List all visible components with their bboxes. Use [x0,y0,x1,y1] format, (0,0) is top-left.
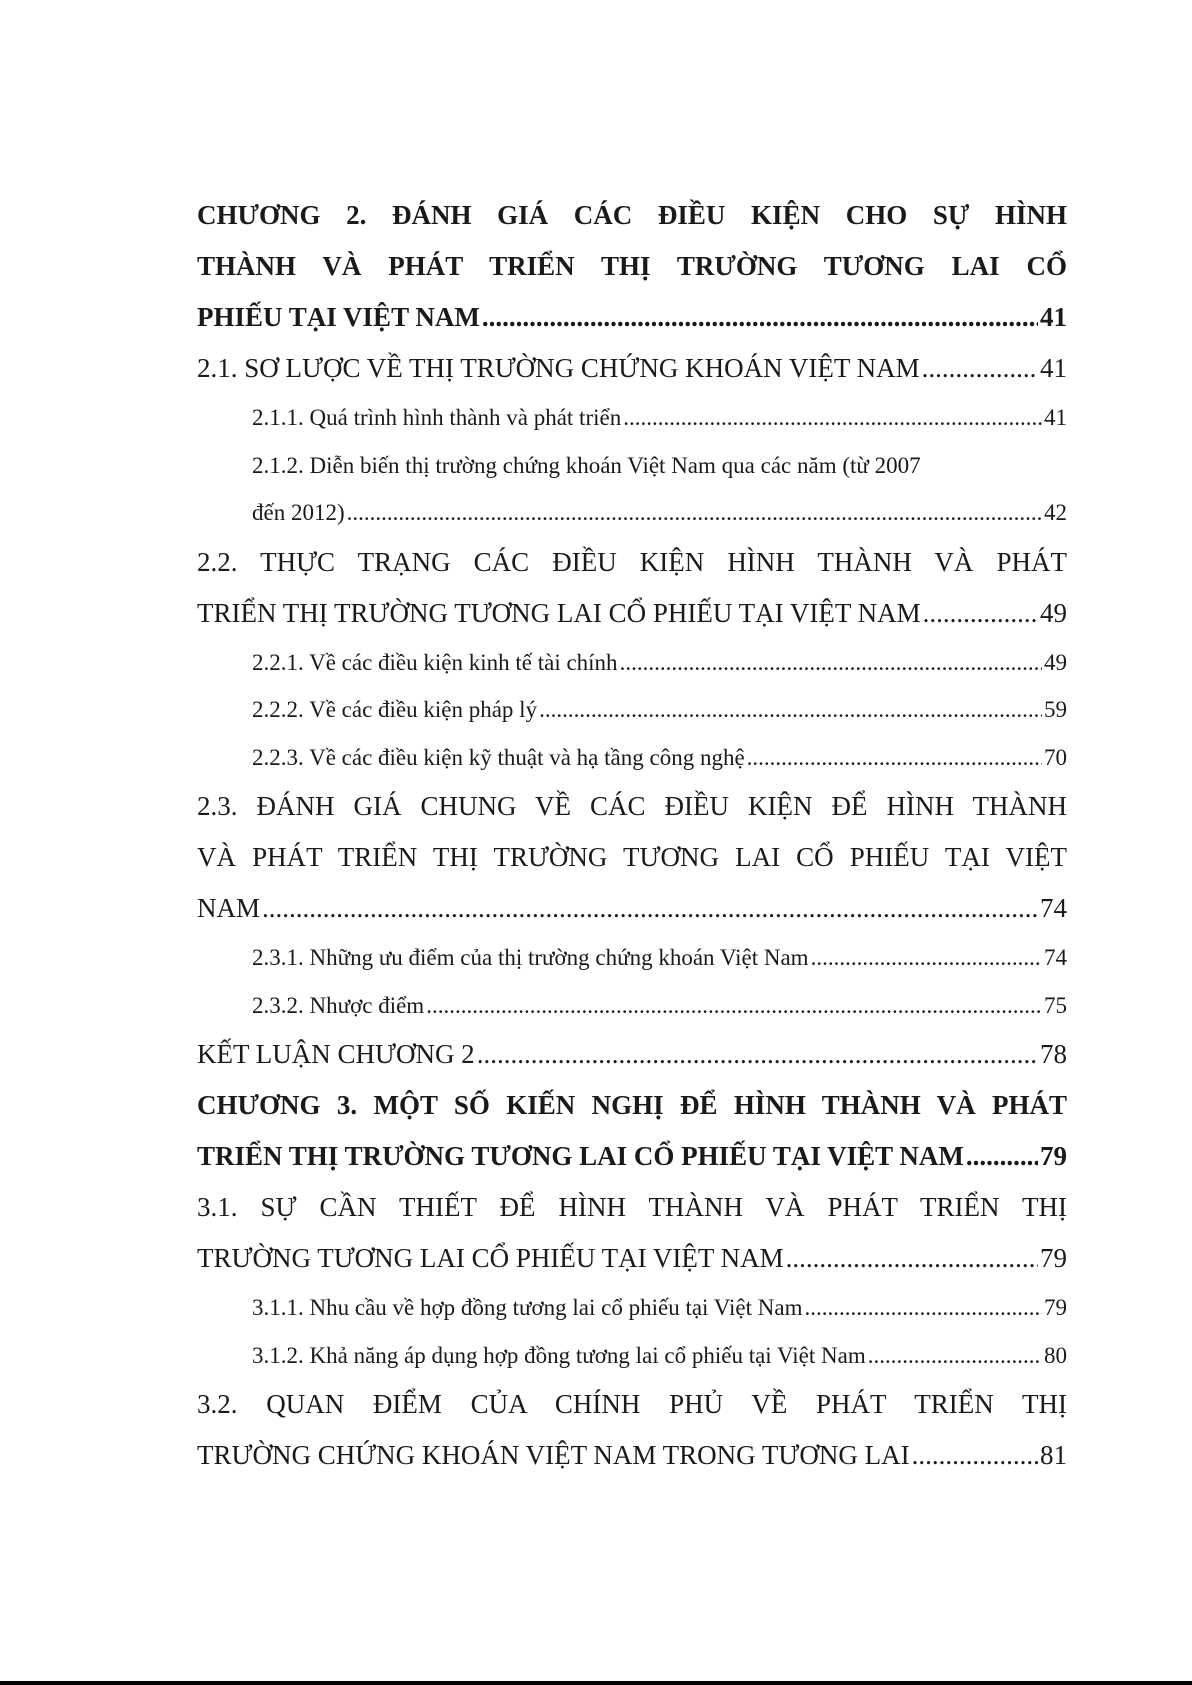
toc-entry-title: 2.3.1. Những ưu điểm của thị trường chứng khoán Việt Nam [252,945,809,970]
toc-page-number: 42 [1044,500,1067,525]
toc-entry-title: TRƯỜNG CHỨNG KHOÁN VIỆT NAM TRONG TƯƠNG LAI [197,1440,910,1470]
toc-entry-title: KẾT LUẬN CHƯƠNG 2 [197,1039,475,1069]
toc-entry-line: 2.1.2. Diễn biến thị trường chứng khoán Việt Nam qua các năm (từ 2007 [252,452,921,478]
toc-entry-line: VÀ PHÁT TRIỂN THỊ TRƯỜNG TƯƠNG LAI CỔ PHIẾU TẠI VIỆT [197,842,1067,872]
toc-entry-line: 3.2. QUAN ĐIỂM CỦA CHÍNH PHỦ VỀ PHÁT TRIỂN THỊ [197,1389,1067,1419]
toc-page-number: 79 [1044,1295,1067,1320]
toc-page-number: 79 [1040,1243,1067,1273]
toc-page-number: 74 [1040,893,1067,923]
dot-leader [747,734,1042,782]
toc-entry-3-2[interactable] [197,1379,1067,1481]
toc-page-number: 79 [1040,1141,1067,1171]
dot-leader [426,982,1042,1030]
toc-entry-line: CHƯƠNG 3. MỘT SỐ KIẾN NGHỊ ĐỂ HÌNH THÀNH VÀ PHÁT [197,1090,1067,1120]
toc-entry-title: TRƯỜNG TƯƠNG LAI CỔ PHIẾU TẠI VIỆT NAM [197,1243,784,1273]
toc-entry-title: TRIỂN THỊ TRƯỜNG TƯƠNG LAI CỔ PHIẾU TẠI VIỆT NAM [197,597,921,628]
toc-page-number: 41 [1044,405,1067,430]
dot-leader [347,489,1042,537]
toc-page-number: 74 [1044,945,1067,970]
dot-leader [912,1430,1038,1481]
toc-entry-2-2-2[interactable] [197,686,1067,734]
toc-entry-line: 3.1. SỰ CẦN THIẾT ĐỂ HÌNH THÀNH VÀ PHÁT TRIỂN THỊ [197,1192,1067,1222]
dot-leader [539,686,1042,734]
toc-entry-title: 3.1.2. Khả năng áp dụng hợp đồng tương lai cổ phiếu tại Việt Nam [252,1342,866,1368]
toc-entry-title: TRIỂN THỊ TRƯỜNG TƯƠNG LAI CỔ PHIẾU TẠI VIỆT NAM [197,1141,964,1171]
toc-entry-line: CHƯƠNG 2. ĐÁNH GIÁ CÁC ĐIỀU KIỆN CHO SỰ HÌNH [197,200,1067,230]
dot-leader [922,343,1038,394]
toc-entry-title: 2.2.3. Về các điều kiện kỹ thuật và hạ tầng công nghệ [252,744,745,770]
toc-entry-title: 2.3.2. Nhược điểm [252,992,425,1018]
dot-leader [786,1233,1038,1284]
dot-leader [477,1029,1038,1080]
toc-entry-3-1-1[interactable] [197,1284,1067,1332]
toc-entry-conclusion-2[interactable] [197,1029,1067,1080]
dot-leader [966,1131,1038,1182]
toc-entry-2-1-1[interactable] [197,394,1067,442]
toc-page-number: 49 [1044,649,1067,675]
toc-entry-line: 2.3. ĐÁNH GIÁ CHUNG VỀ CÁC ĐIỀU KIỆN ĐỂ HÌNH THÀNH [197,791,1067,821]
toc-page-number: 81 [1040,1440,1067,1470]
dot-leader [262,883,1038,934]
toc-entry-2-1-2[interactable] [197,442,1067,537]
toc-page-number: 49 [1040,597,1067,628]
toc-entry-chapter-3[interactable] [197,1080,1067,1182]
toc-entry-title: đến 2012) [252,500,345,525]
toc-page-number: 70 [1044,744,1067,770]
toc-entry-line: THÀNH VÀ PHÁT TRIỂN THỊ TRƯỜNG TƯƠNG LAI CỔ [197,251,1067,281]
toc-entry-2-2-3[interactable] [197,734,1067,782]
toc-entry-3-1-2[interactable] [197,1332,1067,1380]
toc-page-number: 41 [1040,302,1067,332]
toc-entry-chapter-2[interactable] [197,190,1067,343]
toc-entry-2-2-1[interactable] [197,639,1067,687]
dot-leader [620,639,1042,687]
toc-entry-title: 2.2.1. Về các điều kiện kinh tế tài chính [252,649,618,675]
toc-entry-2-1[interactable] [197,343,1067,394]
toc-entry-title: 2.1.1. Quá trình hình thành và phát triển [252,405,622,430]
toc-page-number: 59 [1044,697,1067,722]
toc-page-number: 80 [1044,1342,1067,1368]
toc-entry-title: PHIẾU TẠI VIỆT NAM [197,302,480,332]
toc-entry-title: 3.1.1. Nhu cầu về hợp đồng tương lai cổ phiếu tại Việt Nam [252,1295,803,1320]
toc-entry-2-3-2[interactable] [197,982,1067,1030]
toc-entry-2-3-1[interactable] [197,934,1067,982]
dot-leader [482,292,1038,343]
dot-leader [623,394,1042,442]
table-of-contents [197,190,1067,1481]
toc-entry-title: 2.1. SƠ LƯỢC VỀ THỊ TRƯỜNG CHỨNG KHOÁN VIỆT NAM [197,353,920,383]
toc-entry-3-1[interactable] [197,1182,1067,1284]
toc-entry-2-3[interactable] [197,781,1067,934]
toc-entry-title: NAM [197,893,261,923]
toc-entry-title: 2.2.2. Về các điều kiện pháp lý [252,697,538,722]
dot-leader [923,588,1038,639]
dot-leader [868,1332,1042,1380]
toc-page-number: 41 [1040,353,1067,383]
page-bottom-border [0,1681,1192,1685]
dot-leader [804,1284,1042,1332]
toc-entry-line: 2.2. THỰC TRẠNG CÁC ĐIỀU KIỆN HÌNH THÀNH VÀ PHÁT [197,546,1067,577]
toc-page-number: 75 [1044,992,1067,1018]
toc-entry-2-2[interactable] [197,537,1067,639]
dot-leader [811,934,1042,982]
toc-page-number: 78 [1040,1039,1067,1069]
